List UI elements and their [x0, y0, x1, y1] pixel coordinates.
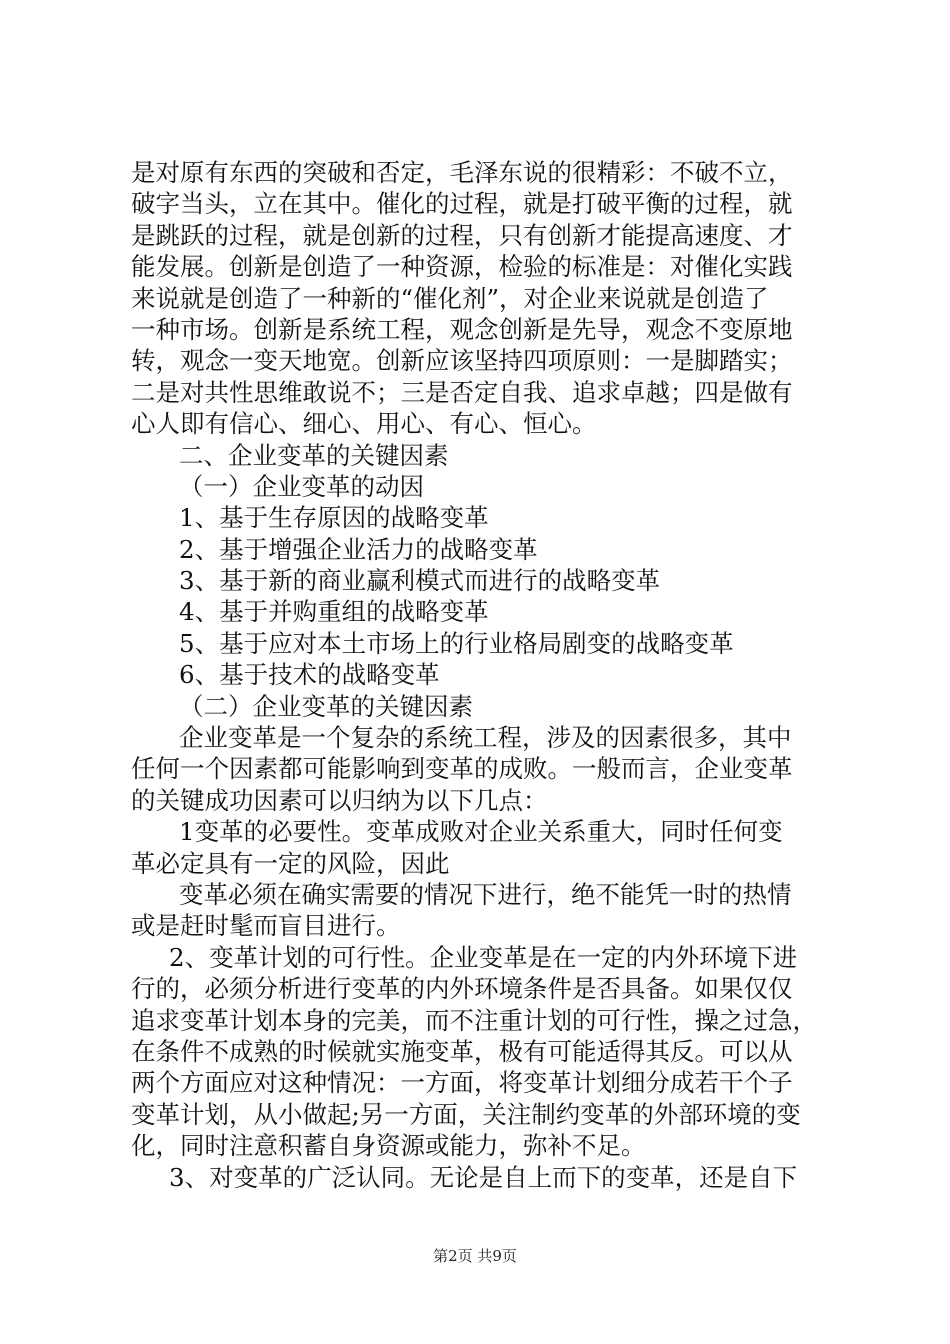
- text-line: 心人即有信心、细心、用心、有心、恒心。: [131, 409, 597, 439]
- text-line: 追求变革计划本身的完美，而不注重计划的可行性，操之过急，: [131, 1005, 817, 1035]
- text-line: 3、对变革的广泛认同。无论是自上而下的变革，还是自下: [169, 1162, 798, 1192]
- page-footer: 第2页 共9页: [433, 1247, 517, 1265]
- text-line: 破字当头，立在其中。催化的过程，就是打破平衡的过程，就: [131, 189, 793, 219]
- text-line: 任何一个因素都可能影响到变革的成败。一般而言，企业变革: [131, 754, 793, 784]
- text-line: 或是赶时髦而盲目进行。: [131, 911, 401, 941]
- text-line: 二是对共性思维敢说不；三是否定自我、追求卓越；四是做有: [131, 377, 793, 407]
- text-line: 在条件不成熟的时候就实施变革，极有可能适得其反。可以从: [131, 1036, 793, 1066]
- text-line: 变革计划，从小做起;另一方面，关注制约变革的外部环境的变: [131, 1099, 801, 1129]
- text-line: 一种市场。创新是系统工程，观念创新是先导，观念不变原地: [131, 314, 793, 344]
- text-line: 2、变革计划的可行性。企业变革是在一定的内外环境下进: [169, 942, 798, 972]
- text-line: 转，观念一变天地宽。创新应该坚持四项原则：一是脚踏实；: [131, 346, 793, 376]
- document-body: [131, 157, 831, 1193]
- list-item: 2、基于增强企业活力的战略变革: [179, 534, 538, 564]
- text-line: 企业变革是一个复杂的系统工程，涉及的因素很多，其中: [179, 723, 792, 753]
- text-line: 1变革的必要性。变革成败对企业关系重大，同时任何变: [179, 817, 783, 847]
- text-line: 来说就是创造了一种新的“催化剂”，对企业来说就是创造了: [131, 283, 769, 313]
- list-item: 1、基于生存原因的战略变革: [179, 503, 489, 533]
- subsection-heading: （一）企业变革的动因: [179, 471, 424, 501]
- list-item: 6、基于技术的战略变革: [179, 660, 440, 690]
- text-line: 两个方面应对这种情况：一方面，将变革计划细分成若干个子: [131, 1068, 793, 1098]
- text-line: 革必定具有一定的风险，因此: [131, 848, 450, 878]
- list-item: 4、基于并购重组的战略变革: [179, 597, 489, 627]
- text-line: 能发展。创新是创造了一种资源，检验的标准是：对催化实践: [131, 252, 793, 282]
- list-item: 3、基于新的商业赢利模式而进行的战略变革: [179, 566, 661, 596]
- list-item: 5、基于应对本土市场上的行业格局剧变的战略变革: [179, 628, 734, 658]
- text-line: 变革必须在确实需要的情况下进行，绝不能凭一时的热情: [179, 879, 792, 909]
- section-heading: 二、企业变革的关键因素: [179, 440, 449, 470]
- text-line: 是跳跃的过程，就是创新的过程，只有创新才能提高速度、才: [131, 220, 793, 250]
- subsection-heading: （二）企业变革的关键因素: [179, 691, 473, 721]
- text-line: 化，同时注意积蓄自身资源或能力，弥补不足。: [131, 1131, 646, 1161]
- text-line: 的关键成功因素可以归纳为以下几点：: [131, 785, 548, 815]
- text-line: 是对原有东西的突破和否定，毛泽东说的很精彩：不破不立，: [131, 158, 793, 187]
- text-line: 行的，必须分析进行变革的内外环境条件是否具备。如果仅仅: [131, 974, 793, 1004]
